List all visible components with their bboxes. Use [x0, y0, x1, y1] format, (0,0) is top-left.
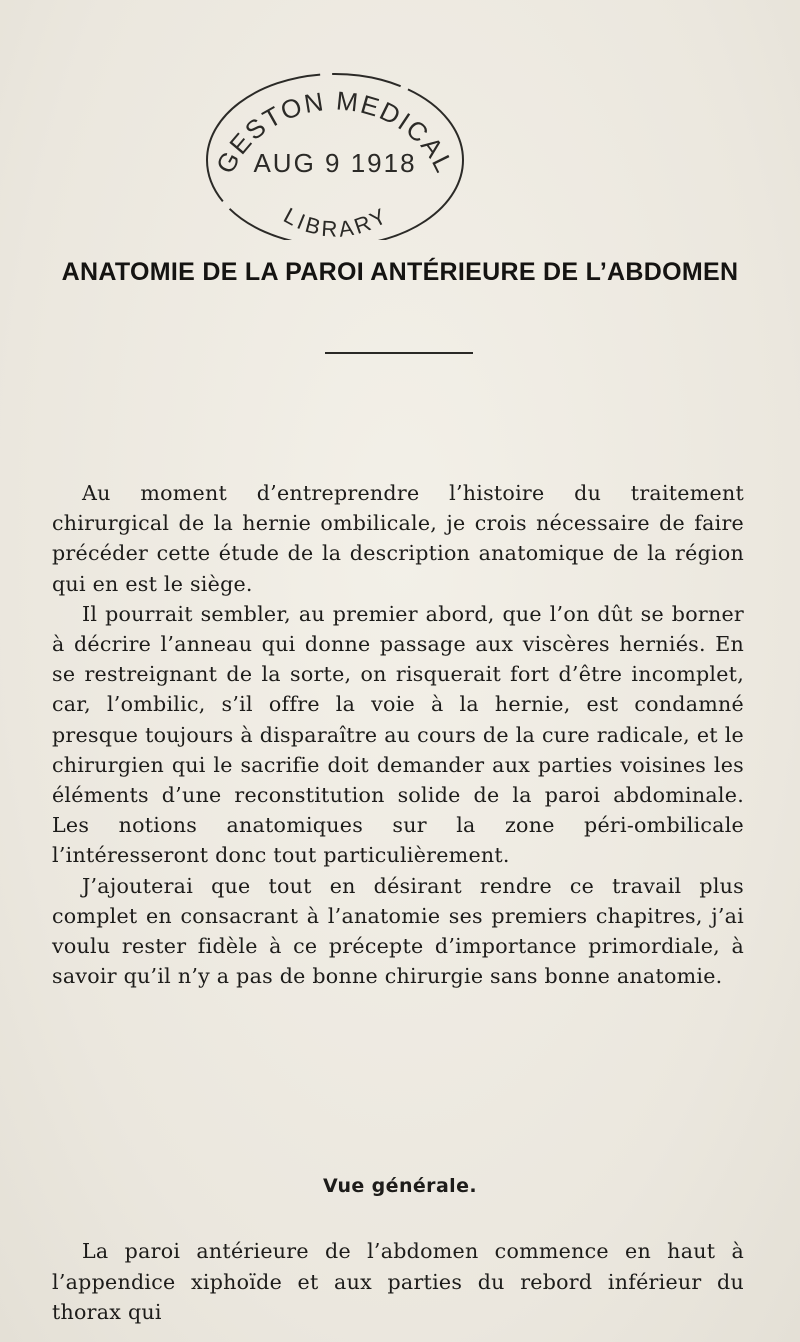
- stamp-top-text: GESTON MEDICAL: [209, 85, 461, 179]
- section-paragraph: La paroi antérieure de l’abdomen commence en haut à l’appendice xiphoïde et aux parties du rebord inférieur du thorax qui: [52, 1239, 744, 1324]
- section-heading: Vue générale.: [323, 1175, 477, 1197]
- introduction-text: [52, 478, 744, 991]
- page-title: ANATOMIE DE LA PAROI ANTÉRIEURE DE L’ABDOMEN: [61, 258, 739, 286]
- stamp-date: AUG 9 1918: [253, 148, 417, 178]
- paragraph-2: Il pourrait sembler, au premier abord, que l’on dût se borner à décrire l’anneau qui donne passage aux viscères herniés. En se restreignant de la sorte, on risquerait fort d’être incomplet, car, l’ombilic, s’il offre la voie à la hernie, est condamné presque toujours à disparaître au cours de la cure radicale, et le chirurgien qui le sacrifie doit demander aux parties voisines les éléments d’une reconstitution solide de la paroi abdominale. Les notions anatomiques sur la zone péri-ombilicale l’intéresseront donc tout particulièrement.: [52, 601, 744, 868]
- stamp-bottom-text: LIBRARY: [279, 202, 393, 240]
- section-text: [52, 1236, 744, 1328]
- stamp-graphic: [190, 60, 480, 240]
- library-stamp: [190, 60, 480, 240]
- paragraph-3: J’ajouterai que tout en désirant rendre ce travail plus complet en consacrant à l’anatomie ses premiers chapitres, j’ai voulu rester fidèle à ce précepte d’importance primordiale, à savoir qu’il n’y a pas de bonne chirurgie sans bonne anatomie.: [52, 873, 744, 989]
- paragraph-1: Au moment d’entreprendre l’histoire du traitement chirurgical de la hernie ombilicale, je crois nécessaire de faire précéder cette étude de la description anatomique de la région qui en est le siège.: [52, 481, 744, 596]
- title-divider: [325, 352, 473, 354]
